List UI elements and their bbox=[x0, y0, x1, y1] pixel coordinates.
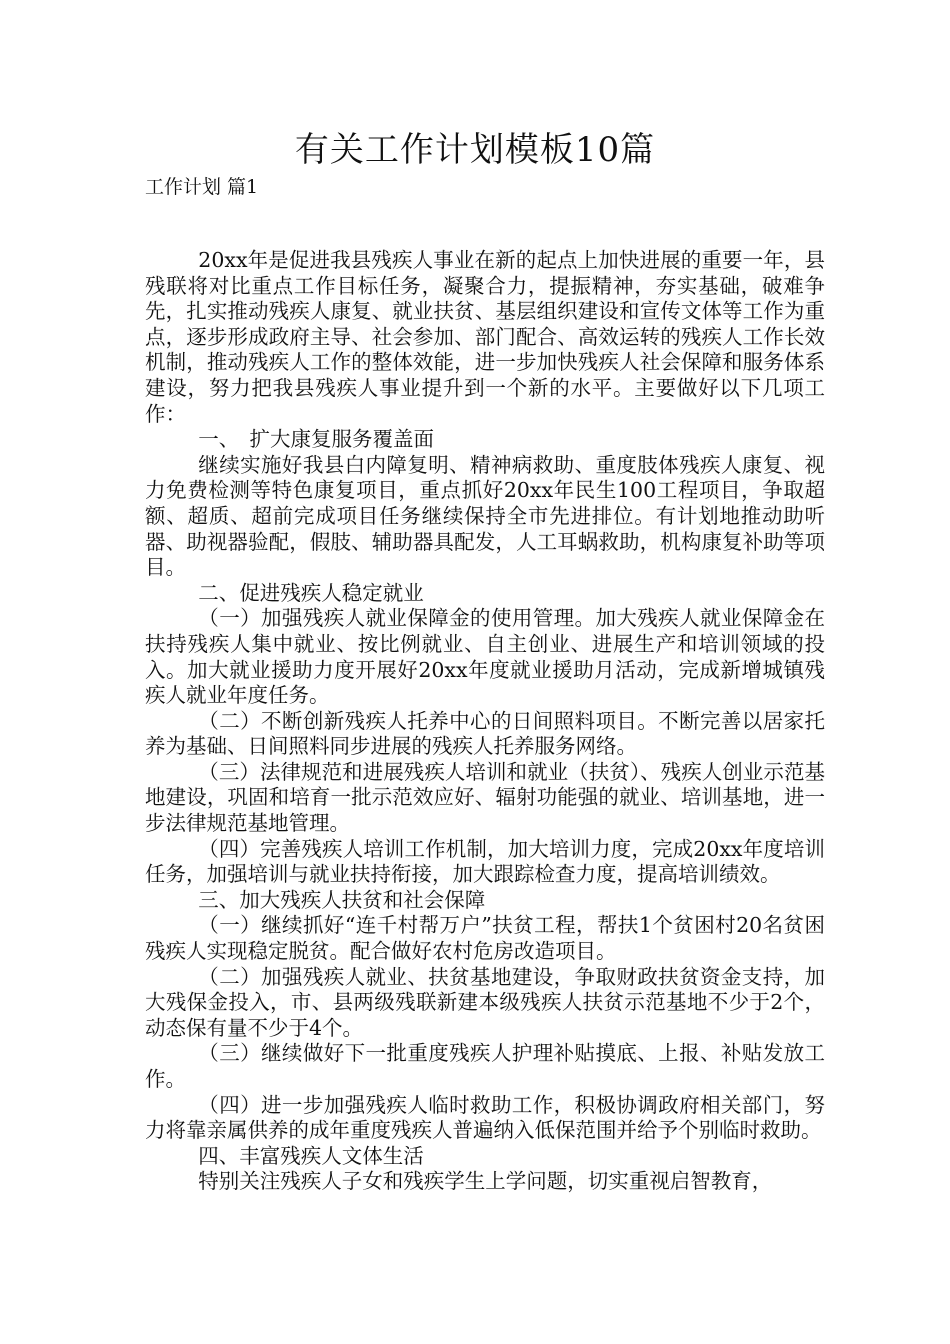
paragraph: （三）继续做好下一批重度残疾人护理补贴摸底、上报、补贴发放工作。 bbox=[145, 1041, 825, 1091]
section-heading-3: 三、加大残疾人扶贫和社会保障 bbox=[198, 887, 486, 912]
paragraph: （二）加强残疾人就业、扶贫基地建设，争取财政扶贫资金支持，加大残保金投入，市、县两级残联新建本级残疾人扶贫示范基地不少于2个，动态保有量不少于4个。 bbox=[145, 964, 825, 1040]
section-heading-2: 二、促进残疾人稳定就业 bbox=[198, 580, 424, 605]
document-title: 有关工作计划模板10篇 bbox=[294, 130, 656, 170]
paragraph: （三）法律规范和进展残疾人培训和就业（扶贫）、残疾人创业示范基地建设，巩固和培育一批示范效应好、辐射功能强的就业、培训基地，进一步法律规范基地管理。 bbox=[145, 759, 825, 836]
paragraph: （四）完善残疾人培训工作机制，加大培训力度，完成20xx年度培训任务，加强培训与就业扶持衔接，加大跟踪检查力度，提高培训绩效。 bbox=[145, 836, 825, 887]
paragraph: （一）加强残疾人就业保障金的使用管理。加大残疾人就业保障金在扶持残疾人集中就业、按比例就业、自主创业、进展生产和培训领域的投入。加大就业援助力度开展好20xx年度就业援助月活动，完成新增城镇残疾人就业年度任务。 bbox=[145, 606, 825, 708]
section-heading-4: 四、丰富残疾人文体生活 bbox=[198, 1143, 424, 1168]
document-body bbox=[145, 248, 825, 1195]
document-subtitle: 工作计划 篇1 bbox=[145, 176, 259, 198]
paragraph: （四）进一步加强残疾人临时救助工作，积极协调政府相关部门，努力将靠亲属供养的成年重度残疾人普遍纳入低保范围并给予个别临时救助。 bbox=[145, 1092, 825, 1143]
paragraph: （二）不断创新残疾人托养中心的日间照料项目。不断完善以居家托养为基础、日间照料同步进展的残疾人托养服务网络。 bbox=[145, 708, 825, 759]
paragraph: 继续实施好我县白内障复明、精神病救助、重度肢体残疾人康复、视力免费检测等特色康复项目，重点抓好20xx年民生100工程项目，争取超额、超质、超前完成项目任务继续保持全市先进排位。有计划地推动助听器、助视器验配，假肢、辅助器具配发，人工耳蜗救助，机构康复补助等项目。 bbox=[145, 452, 825, 580]
section-heading-1: 一、 扩大康复服务覆盖面 bbox=[198, 427, 435, 452]
paragraph: 特别关注残疾人子女和残疾学生上学问题，切实重视启智教育， bbox=[198, 1169, 773, 1194]
paragraph-intro: 20xx年是促进我县残疾人事业在新的起点上加快进展的重要一年，县残联将对比重点工作目标任务，凝聚合力，提振精神，夯实基础，破难争先，扎实推动残疾人康复、就业扶贫、基层组织建设和宣传文体等工作为重点，逐步形成政府主导、社会参加、部门配合、高效运转的残疾人工作长效机制，推动残疾人工作的整体效能，进一步加快残疾人社会保障和服务体系建设，努力把我县残疾人事业提升到一个新的水平。主要做好以下几项工作： bbox=[145, 248, 825, 426]
paragraph: （一）继续抓好“连千村帮万户”扶贫工程，帮扶1个贫困村20名贫困残疾人实现稳定脱贫。配合做好农村危房改造项目。 bbox=[145, 913, 825, 964]
